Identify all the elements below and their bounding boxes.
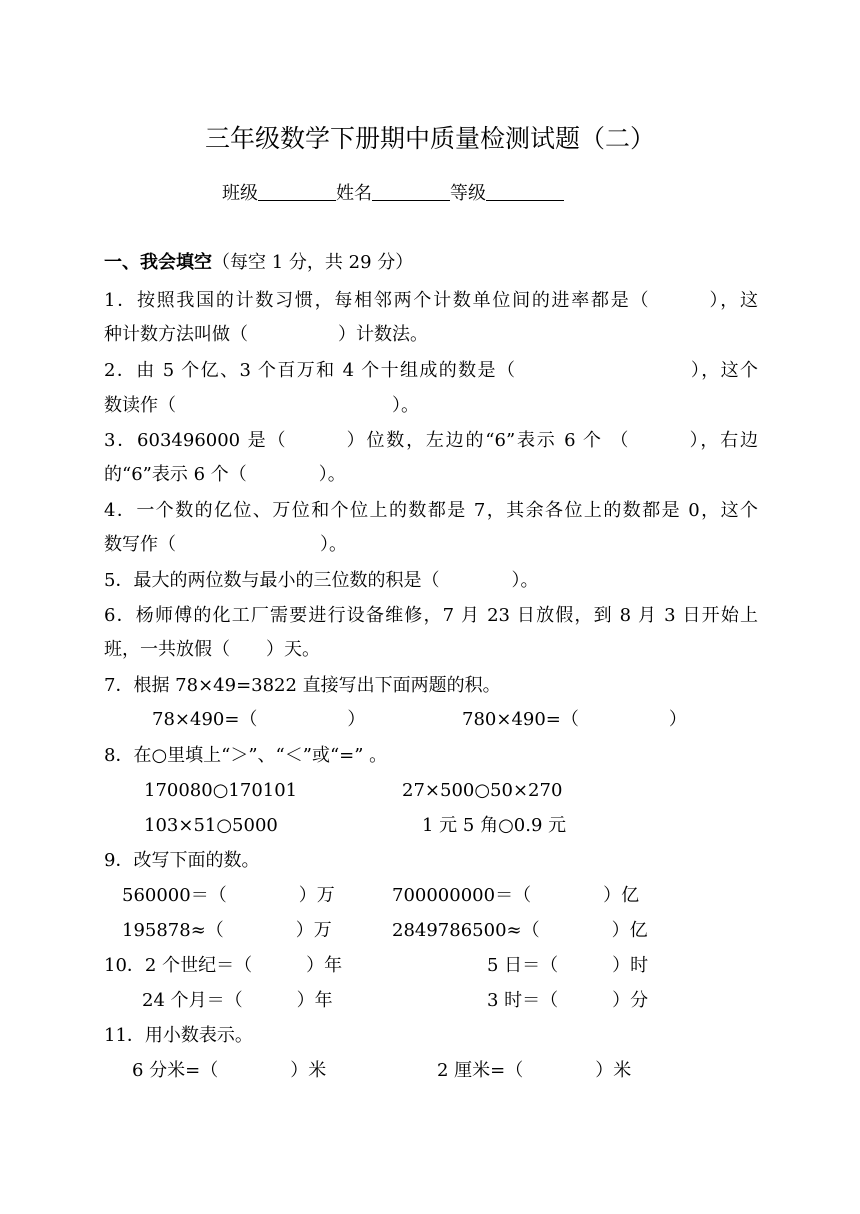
question-8: 8．在○里填上“＞”、“＜”或“=” 。 — [104, 745, 388, 766]
question-7-item-1: 78×490=（ ） — [152, 709, 366, 730]
question-9-item-3: 195878≈（ ）万 — [122, 920, 332, 941]
question-8-item-3: 103×51○5000 — [144, 815, 278, 836]
question-11-item-1: 6 分米=（ ）米 — [132, 1060, 327, 1081]
question-8-item-4: 1 元 5 角○0.9 元 — [422, 815, 567, 836]
question-5: 5．最大的两位数与最小的三位数的积是（ ）。 — [104, 570, 539, 591]
question-11-item-2: 2 厘米=（ ）米 — [437, 1060, 632, 1081]
name-blank — [372, 180, 450, 201]
question-4-line-2: 数写作（ ）。 — [104, 534, 347, 555]
question-6-line-2: 班，一共放假（ ）天。 — [104, 639, 320, 660]
question-4-line-1: 4．一个数的亿位、万位和个位上的数都是 7，其余各位上的数都是 0，这个 — [104, 500, 758, 521]
question-9-item-4: 2849786500≈（ ）亿 — [392, 920, 648, 941]
class-blank — [258, 180, 336, 201]
question-3-line-2: 的“6”表示 6 个（ ）。 — [104, 464, 346, 485]
question-1-line-1: 1．按照我国的计数习惯，每相邻两个计数单位间的进率都是（ ），这 — [104, 290, 758, 311]
question-2-line-2: 数读作（ ）。 — [104, 395, 419, 416]
question-8-item-2: 27×500○50×270 — [402, 780, 563, 801]
class-label: 班级 — [222, 183, 258, 204]
question-10-item-2: 5 日＝（ ）时 — [487, 955, 649, 976]
question-7: 7．根据 78×49=3822 直接写出下面两题的积。 — [104, 675, 501, 696]
page-title: 三年级数学下册期中质量检测试题（二） — [204, 124, 655, 153]
question-9-item-1: 560000＝（ ）万 — [122, 885, 335, 906]
question-10-item-4: 3 时＝（ ）分 — [487, 990, 649, 1011]
grade-blank — [486, 180, 564, 201]
question-10-item-3: 24 个月＝（ ）年 — [142, 990, 333, 1011]
question-9-item-2: 700000000＝（ ）亿 — [392, 885, 640, 906]
name-label: 姓名 — [336, 183, 372, 204]
section-title: 一、我会填空 — [104, 252, 212, 273]
section-score-note: （每空 1 分，共 29 分） — [212, 252, 414, 273]
question-6-line-1: 6．杨师傅的化工厂需要进行设备维修，7 月 23 日放假，到 8 月 3 日开始上 — [104, 605, 758, 626]
question-1-line-2: 种计数方法叫做（ ）计数法。 — [104, 324, 428, 345]
question-7-item-2: 780×490=（ ） — [462, 709, 687, 730]
question-10-item-1: 10．2 个世纪＝（ ）年 — [104, 955, 343, 976]
student-info-row — [222, 180, 564, 206]
question-11: 11．用小数表示。 — [104, 1025, 253, 1046]
question-3-line-1: 3．603496000 是（ ）位数，左边的“6”表示 6 个 （ ），右边 — [104, 430, 758, 451]
section-heading — [104, 251, 413, 275]
question-9: 9．改写下面的数。 — [104, 850, 260, 871]
question-8-item-1: 170080○170101 — [144, 780, 298, 801]
question-2-line-1: 2．由 5 个亿、3 个百万和 4 个十组成的数是（ ），这个 — [104, 360, 758, 381]
grade-label: 等级 — [450, 183, 486, 204]
